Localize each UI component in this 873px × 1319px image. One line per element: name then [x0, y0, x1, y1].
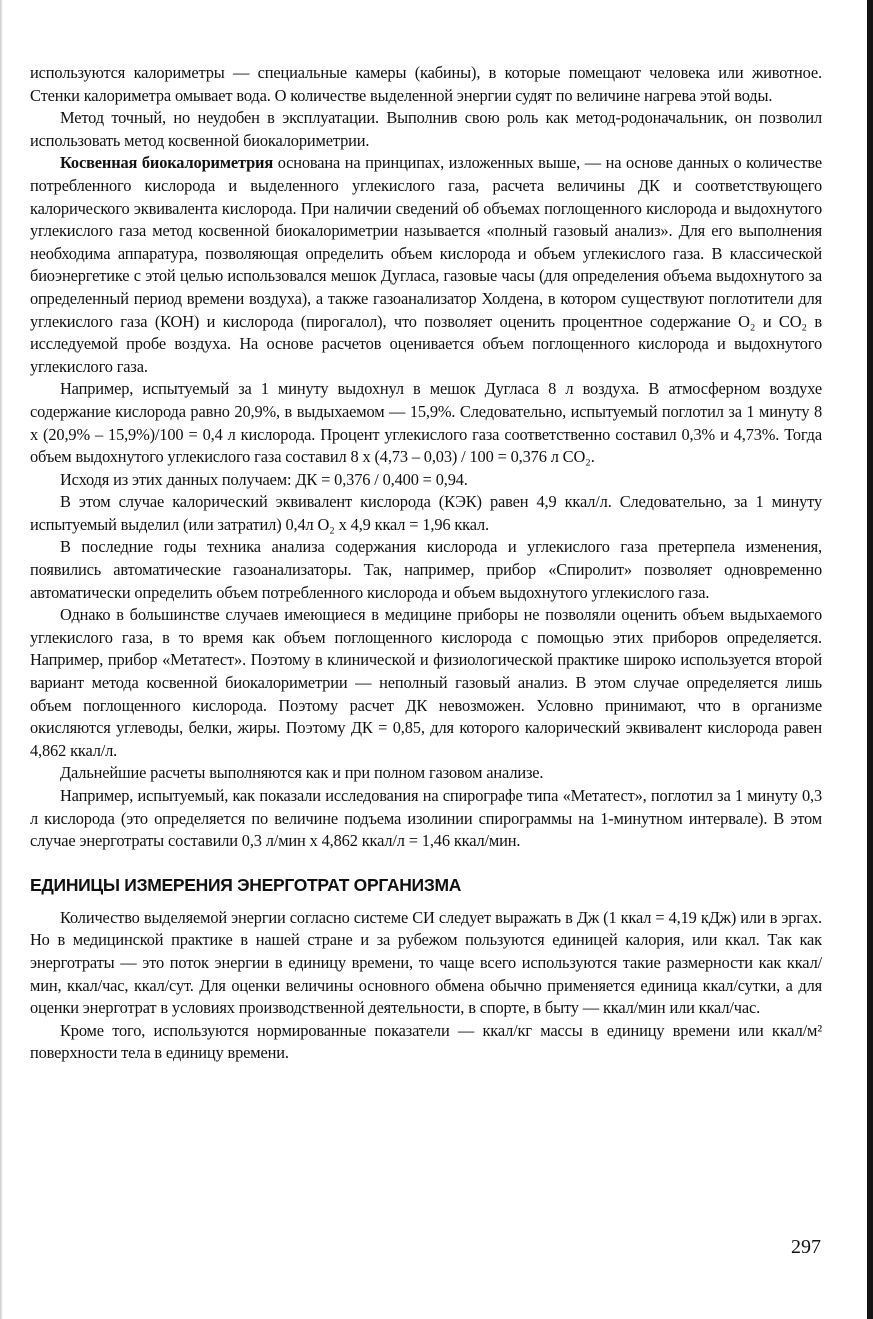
paragraph-example-douglas-bag: Например, испытуемый за 1 минуту выдохнул в мешок Дугласа 8 л воздуха. В атмосферном воздухе содержание кислорода равно 20,9%, в выдыхаемом — 15,9%. Следовательно, испытуемый поглотил за 1 минуту 8 x (20,9% – 15,9%)/100 = 0,4 л кислорода. Процент углекислого газа соответственно составил 0,3% и 4,73%. Тогда объем выдохнутого углекислого газа составил 8 x (4,73 – 0,03) / 100 = 0,376 л CO₂. — [30, 379, 822, 467]
scan-edge-right — [867, 0, 873, 1319]
paragraph-dk-calculation: Исходя из этих данных получаем: ДК = 0,376 / 0,400 = 0,94. — [60, 469, 468, 489]
paragraph-further-calculations: Дальнейшие расчеты выполняются как и при полном газовом анализе. — [60, 763, 544, 783]
page-body — [30, 62, 822, 1065]
paragraph-example-metatest: Например, испытуемый, как показали исследования на спирографе типа «Метатест», поглотил за 1 минуту 0,3 л кислорода (это определяется по величине подъема изолинии спирограммы на 1-минутном интервале). В этом случае энерготраты составили 0,3 л/мин x 4,862 ккал/л = 1,46 ккал/мин. — [30, 786, 822, 851]
paragraph-automatic-analyzers: В последние годы техника анализа содержания кислорода и углекислого газа претерпела изменения, появились автоматические газоанализаторы. Так, например, прибор «Спиролит» позволяет одновременно автоматически определить объем потребленного кислорода и объем выдохнутого углекислого газа. — [30, 537, 822, 602]
paragraph-normalized-indicators: Кроме того, используются нормированные показатели — ккал/кг массы в единицу времени или ккал/м² поверхности тела в единицу времени. — [30, 1020, 822, 1063]
indirect-biocalorimetry-text: основана на принципах, изложенных выше, — на основе данных о количестве потребленного кислорода и выделенного углекислого газа, расчета величины ДК и соответствующего калорического эквивалента кислорода. При наличии сведений об объемах поглощенного кислорода и выдохнутого углекислого газа метод косвенной биокалориметрии называется «полный газовый анализ». Для его выполнения необходима аппаратура, позволяющая определить объем кислорода и объем углекислого газа. В классической биоэнергетике с этой целью использовался мешок Дугласа, газовые часы (для определения объема выдохнутого за определенный период времени воздуха), а также газоанализатор Холдена, в котором существуют поглотители для углекислого газа (КОН) и кислорода (пирогалол), что позволяет оценить процентное содержание O₂ и CO₂ в исследуемой пробе воздуха. На основе расчетов оценивается объем поглощенного кислорода и выдохнутого углекислого газа. — [30, 153, 822, 376]
paragraph-si-units: Количество выделяемой энергии согласно системе СИ следует выражать в Дж (1 ккал = 4,19 кДж) или в эргах. Но в медицинской практике в нашей стране и за рубежом пользуются единицей калория, или ккал. Так как энерготраты — это поток энергии в единицу времени, то чаще всего используются такие размерности как ккал/мин, ккал/час, ккал/сут. Для оценки величины основного обмена обычно применяется единица ккал/сутки, а для оценки энерготрат в условиях производственной деятельности, в спорте, в быту — ккал/мин или ккал/час. — [30, 907, 822, 1018]
paragraph-incomplete-gas-analysis: Однако в большинстве случаев имеющиеся в медицине приборы не позволяли оценить объем выдыхаемого углекислого газа, в то время как объем поглощенного кислорода с помощью этих приборов определяется. Например, прибор «Метатест». Поэтому в клинической и физиологической практике широко используется второй вариант метода косвенной биокалориметрии — неполный газовый анализ. В этом случае определяется лишь объем поглощенного кислорода. Поэтому расчет ДК невозможен. Условно принимают, что в организме окисляются углеводы, белки, жиры. Поэтому ДК = 0,85, для которого калорический эквивалент кислорода равен 4,862 ккал/л. — [30, 605, 822, 760]
term-indirect-biocalorimetry: Косвенная биокалориметрия — [60, 153, 274, 173]
paragraph-indirect-biocalorimetry — [30, 152, 822, 378]
paragraph-caloric-equivalent: В этом случае калорический эквивалент кислорода (КЭК) равен 4,9 ккал/л. Следовательно, за 1 минуту испытуемый выделил (или затратил) 0,4л O₂ x 4,9 ккал = 1,96 ккал. — [30, 492, 822, 534]
paragraph-method-precise: Метод точный, но неудобен в эксплуатации. Выполнив свою роль как метод-родоначальник, он позволил использовать метод косвенной биокалориметрии. — [30, 108, 822, 150]
scan-shadow-left — [0, 0, 3, 1319]
section-heading: ЕДИНИЦЫ ИЗМЕРЕНИЯ ЭНЕРГОТРАТ ОРГАНИЗМА — [30, 874, 462, 895]
paragraph-calorimeters: используются калориметры — специальные камеры (кабины), в которые помещают человека или животное. Стенки калориметра омывает вода. О количестве выделенной энергии судят по величине нагрева этой воды. — [30, 63, 822, 105]
page-number: 297 — [791, 1236, 821, 1258]
